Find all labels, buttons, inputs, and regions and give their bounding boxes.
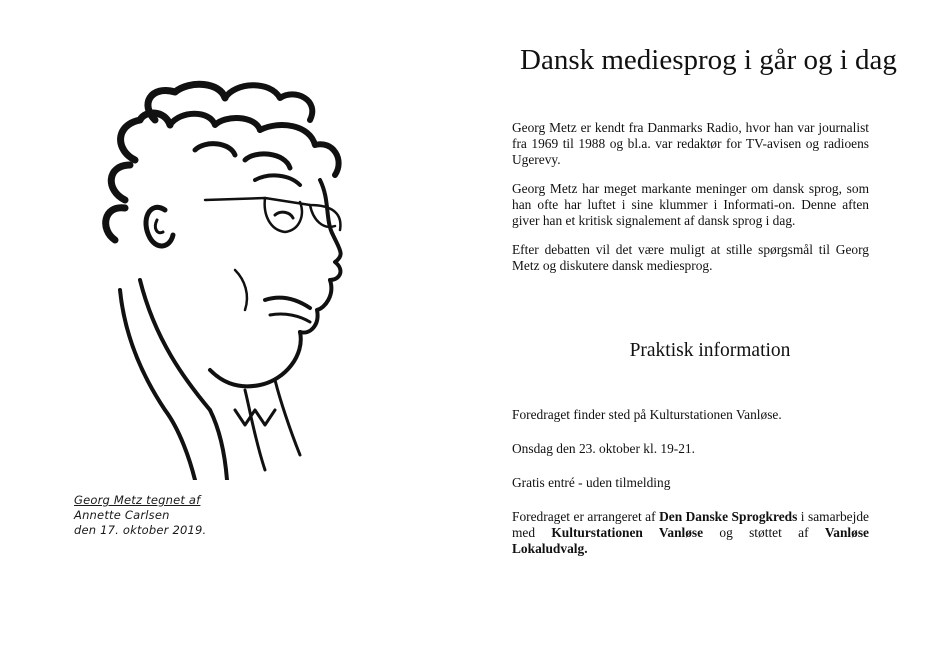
portrait-caption	[74, 493, 274, 538]
page-title: Dansk mediesprog i går og i dag	[520, 44, 897, 76]
intro-paragraph-2: Georg Metz har meget markante meninger om dansk sprog, som han ofte har luftet i sine klummer i Informati-on. Denne aften giver han et kritisk signalement af dansk sprog i dag.	[512, 181, 869, 228]
practical-heading: Praktisk information	[629, 340, 791, 361]
caption-line-1: Georg Metz tegnet af	[74, 493, 201, 507]
sponsor-name: Vanløse Lokaludvalg.	[512, 525, 869, 556]
organizer-name: Den Danske Sprogkreds	[659, 509, 798, 524]
intro-paragraph-1: Georg Metz er kendt fra Danmarks Radio, hvor han var journalist fra 1969 til 1988 og bl.a. var redaktør for TV-avisen og radioens Ugerevy.	[512, 120, 869, 167]
organizer-text	[512, 509, 869, 557]
portrait-panel	[0, 0, 470, 668]
price-text: Gratis entré - uden tilmelding	[512, 475, 671, 490]
organizer-text-2: i samarbejde med	[512, 509, 869, 540]
organizer-text-1: Foredraget er arrangeret af	[512, 509, 660, 524]
intro-section	[512, 120, 869, 287]
venue-text: Foredraget finder sted på Kulturstationen Vanløse.	[512, 407, 782, 422]
partner-name: Kulturstationen Vanløse	[551, 525, 704, 540]
text-panel	[495, 0, 895, 668]
date-text: Onsdag den 23. oktober kl. 19-21.	[512, 441, 695, 456]
intro-paragraph-3: Efter debatten vil det være muligt at stille spørgsmål til Georg Metz og diskutere dansk mediesprog.	[512, 242, 869, 273]
practical-info-section	[512, 407, 869, 573]
caption-line-3: den 17. oktober 2019.	[74, 523, 207, 537]
portrait-sketch	[95, 80, 375, 480]
caption-line-2: Annette Carlsen	[74, 508, 170, 522]
organizer-text-3: og støttet af	[703, 525, 825, 540]
